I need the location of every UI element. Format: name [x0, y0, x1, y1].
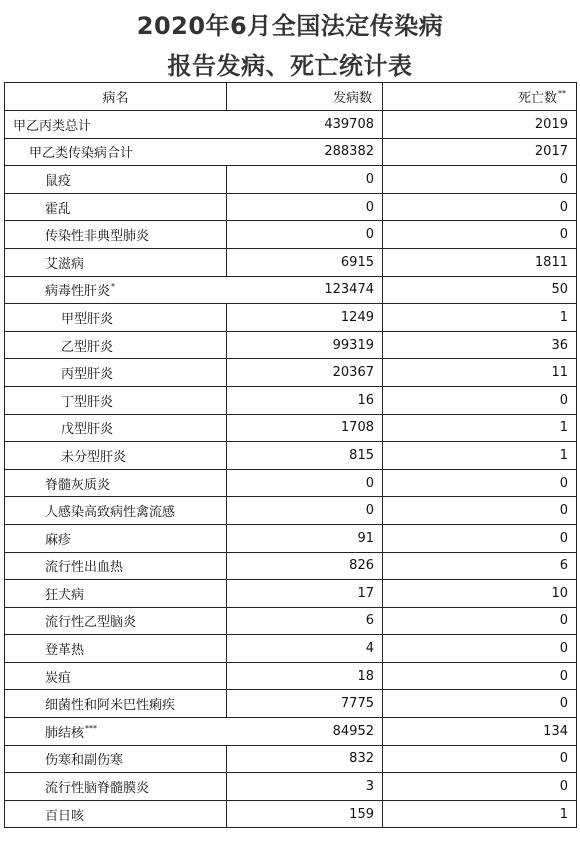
cases-cell: 6915 [227, 248, 383, 276]
table-row [5, 442, 577, 470]
table-row [5, 469, 577, 497]
disease-name: 麻疹 [45, 532, 72, 548]
deaths-cell: 36 [383, 331, 577, 359]
deaths-cell: 2019 [383, 111, 577, 139]
disease-name-cell [5, 166, 227, 194]
table-row [5, 773, 577, 801]
disease-name: 甲型肝炎 [61, 311, 114, 327]
disease-name: 丁型肝炎 [61, 394, 114, 410]
disease-name: 传染性非典型肺炎 [45, 229, 150, 245]
table-row [5, 276, 577, 304]
table-row [5, 718, 577, 746]
deaths-cell: 1 [383, 442, 577, 470]
deaths-cell: 0 [383, 745, 577, 773]
table-row [5, 248, 577, 276]
cases-cell: 159 [227, 800, 383, 828]
table-row [5, 304, 577, 332]
table-row [5, 800, 577, 828]
disease-name: 肺结核 [45, 725, 85, 741]
disease-name: 细菌性和阿米巴性痢疾 [45, 698, 176, 714]
table-row [5, 138, 577, 166]
disease-name-cell [5, 773, 227, 801]
deaths-cell: 0 [383, 497, 577, 525]
cases-cell: 6 [227, 607, 383, 635]
disease-name: 艾滋病 [45, 256, 85, 272]
deaths-cell: 1 [383, 304, 577, 332]
disease-name-cell [5, 745, 227, 773]
deaths-cell: 0 [383, 193, 577, 221]
disease-name-cell [5, 138, 227, 166]
disease-statistics-table [4, 82, 577, 828]
disease-name-cell [5, 386, 227, 414]
disease-name-cell [5, 331, 227, 359]
column-header-deaths-note: ** [558, 89, 566, 98]
table-row [5, 580, 577, 608]
disease-name-cell [5, 193, 227, 221]
deaths-cell: 6 [383, 552, 577, 580]
footnote-marker: * [111, 282, 116, 292]
deaths-cell: 1811 [383, 248, 577, 276]
cases-cell: 123474 [227, 276, 383, 304]
column-header-cases: 发病数 [227, 83, 383, 111]
cases-cell: 832 [227, 745, 383, 773]
disease-name: 伤寒和副伤寒 [45, 753, 124, 769]
disease-name: 鼠疫 [45, 173, 72, 189]
disease-name-cell [5, 276, 227, 304]
table-row [5, 111, 577, 139]
disease-name-cell [5, 718, 227, 746]
disease-name-cell [5, 524, 227, 552]
cases-cell: 17 [227, 580, 383, 608]
cases-cell: 99319 [227, 331, 383, 359]
table-row [5, 166, 577, 194]
cases-cell: 1249 [227, 304, 383, 332]
table-row [5, 745, 577, 773]
table-row [5, 497, 577, 525]
deaths-cell: 50 [383, 276, 577, 304]
cases-cell: 815 [227, 442, 383, 470]
table-row [5, 386, 577, 414]
cases-cell: 439708 [227, 111, 383, 139]
disease-name: 流行性出血热 [45, 560, 124, 576]
disease-name: 人感染高致病性禽流感 [45, 505, 176, 521]
cases-cell: 1708 [227, 414, 383, 442]
table-row [5, 414, 577, 442]
cases-cell: 0 [227, 221, 383, 249]
deaths-cell: 11 [383, 359, 577, 387]
disease-name: 炭疽 [45, 670, 72, 686]
disease-name: 未分型肝炎 [61, 449, 127, 465]
disease-name-cell [5, 359, 227, 387]
disease-name-cell [5, 580, 227, 608]
deaths-cell: 1 [383, 414, 577, 442]
cases-cell: 0 [227, 166, 383, 194]
disease-name-cell [5, 552, 227, 580]
deaths-cell: 134 [383, 718, 577, 746]
disease-name: 甲乙丙类总计 [13, 118, 92, 134]
disease-name: 乙型肝炎 [61, 339, 114, 355]
disease-name-cell [5, 800, 227, 828]
table-row [5, 221, 577, 249]
cases-cell: 20367 [227, 359, 383, 387]
deaths-cell: 1 [383, 800, 577, 828]
deaths-cell: 0 [383, 662, 577, 690]
table-row [5, 524, 577, 552]
deaths-cell: 0 [383, 635, 577, 663]
deaths-cell: 0 [383, 773, 577, 801]
disease-name: 丙型肝炎 [61, 367, 114, 383]
deaths-cell: 0 [383, 166, 577, 194]
deaths-cell: 0 [383, 469, 577, 497]
cases-cell: 3 [227, 773, 383, 801]
disease-name: 狂犬病 [45, 587, 85, 603]
deaths-cell: 0 [383, 221, 577, 249]
deaths-cell: 10 [383, 580, 577, 608]
table-row [5, 552, 577, 580]
disease-name-cell [5, 221, 227, 249]
disease-name: 甲乙类传染病合计 [29, 146, 134, 162]
disease-name-cell [5, 442, 227, 470]
disease-name-cell [5, 690, 227, 718]
table-row [5, 607, 577, 635]
disease-name-cell [5, 248, 227, 276]
table-row [5, 635, 577, 663]
table-header-row [5, 83, 577, 111]
disease-name: 流行性乙型脑炎 [45, 615, 137, 631]
deaths-cell: 2017 [383, 138, 577, 166]
deaths-cell: 0 [383, 690, 577, 718]
footnote-marker: *** [85, 723, 98, 733]
column-header-deaths [383, 83, 577, 111]
table-row [5, 193, 577, 221]
disease-name: 脊髓灰质炎 [45, 477, 111, 493]
page-subtitle: 报告发病、死亡统计表 [167, 52, 413, 80]
disease-name: 霍乱 [45, 201, 72, 217]
deaths-cell: 0 [383, 524, 577, 552]
disease-name: 流行性脑脊髓膜炎 [45, 781, 150, 797]
cases-cell: 91 [227, 524, 383, 552]
table-row [5, 690, 577, 718]
disease-name-cell [5, 111, 227, 139]
table-row [5, 662, 577, 690]
disease-name-cell [5, 607, 227, 635]
column-header-name: 病名 [5, 83, 227, 111]
disease-name: 百日咳 [45, 808, 85, 824]
cases-cell: 84952 [227, 718, 383, 746]
disease-name-cell [5, 662, 227, 690]
disease-name-cell [5, 304, 227, 332]
table-row [5, 331, 577, 359]
cases-cell: 7775 [227, 690, 383, 718]
column-header-deaths-label: 死亡数 [517, 91, 557, 106]
table-row [5, 359, 577, 387]
page-title: 2020年6月全国法定传染病 [136, 12, 444, 40]
deaths-cell: 0 [383, 607, 577, 635]
cases-cell: 0 [227, 497, 383, 525]
cases-cell: 18 [227, 662, 383, 690]
cases-cell: 0 [227, 193, 383, 221]
disease-name: 登革热 [45, 643, 85, 659]
disease-name-cell [5, 635, 227, 663]
disease-name-cell [5, 497, 227, 525]
deaths-cell: 0 [383, 386, 577, 414]
disease-name-cell [5, 469, 227, 497]
disease-name: 病毒性肝炎 [45, 284, 111, 300]
cases-cell: 0 [227, 469, 383, 497]
disease-name: 戊型肝炎 [61, 422, 114, 438]
cases-cell: 826 [227, 552, 383, 580]
cases-cell: 288382 [227, 138, 383, 166]
cases-cell: 16 [227, 386, 383, 414]
cases-cell: 4 [227, 635, 383, 663]
disease-name-cell [5, 414, 227, 442]
